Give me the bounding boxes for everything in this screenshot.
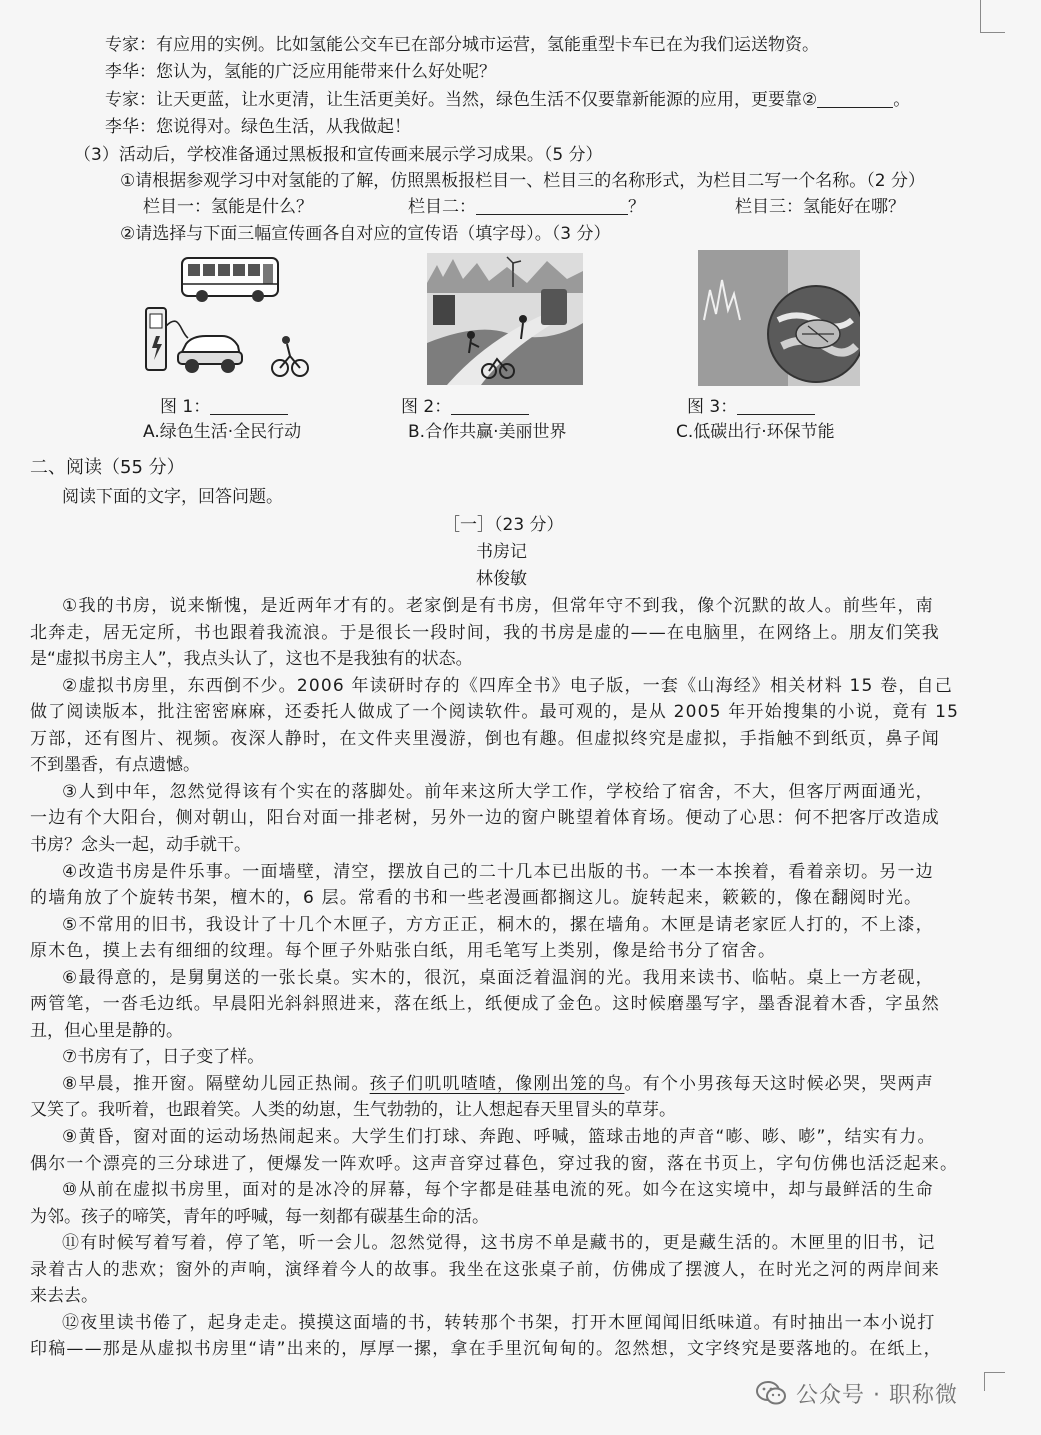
article-line: ⑫夜里读书倦了，起身走走。摸摸这面墙的书，转转那个书架，打开木匣闻闻旧纸味道。有时抽出一本小说打 [62,1312,936,1333]
figure-2-label: 图 2： [401,394,529,420]
wechat-icon [756,1380,786,1406]
article-line: 录着古人的悲欢；窗外的声响，演绎着今人的故事。我坐在这张桌子前，仿佛成了摆渡人，在时光之河的两岸间来 [30,1259,940,1280]
article-line [62,1071,934,1097]
article-line: 书房？念头一起，动手就干。 [30,834,251,855]
dialogue-line-3: 专家：让天更蓝，让水更清，让生活更美好。当然，绿色生活不仅要靠新能源的应用，更要靠② 。 [105,90,911,110]
article-line: 的墙角放了个旋转书架，檀木的，6 层。常看的书和一些老漫画都搁这儿。旋转起来，簌簌的，像在翻阅时光。 [30,888,923,909]
article-line: 是“虚拟书房主人”，我点头认了，这也不是我独有的状态。 [30,649,473,670]
figure-1-blank[interactable] [210,396,288,415]
article-line: 万部，还有图片、视频。夜深人静时，在文件夹里漫游，倒也有趣。但虚拟终究是虚拟，手指触不到纸页，鼻子闻 [30,728,940,749]
watermark-text: 公众号 · 职称微 [796,1382,958,1408]
article-line: 印稿——那是从虚拟书房里“请”出来的，厚厚一摞，拿在手里沉甸甸的。忽然想，文字终究是要落地的。在纸上， [30,1339,942,1360]
article-line: 来去去。 [30,1286,98,1307]
answer-blank-2[interactable] [817,89,893,108]
crop-mark [980,0,1005,33]
article-line: ①我的书房，说来惭愧，是近两年才有的。老家倒是有书房，但常年守不到我，像个沉默的故人。前些年，南 [62,596,934,616]
figure-1-label: 图 1： [160,394,288,420]
column-one: 栏目一：氢能是什么？ [143,197,313,217]
article-line: ⑩从前在虚拟书房里，面对的是冰冷的屏幕，每个字都是硅基电流的死。如今在这实境中，却与最鲜活的生命 [62,1180,934,1201]
dialogue-line-1: 专家：有应用的实例。比如氢能公交车已在部分城市运营，氢能重型卡车已在为我们运送物资。 [105,35,819,55]
crop-mark [984,1372,1005,1391]
option-c: C.低碳出行·环保节能 [676,422,835,442]
question-3-sub2: ②请选择与下面三幅宣传画各自对应的宣传语（填字母）。（3 分） [120,224,611,244]
article-line: ③人到中年，忽然觉得该有个实在的落脚处。前年来这所大学工作，学校给了宿舍，不大，但客厅两面通光， [62,781,934,802]
bus-icon [182,258,278,302]
article-line: 一边有个大阳台，侧对朝山，阳台对面一排老树，另外一边的窗户眺望着体育场。便动了心思：何不把客厅改造成 [30,808,940,829]
part-heading: ［一］（23 分） [443,515,564,535]
article-line: 北奔走，居无定所，书也跟着我流浪。于是很长一段时间，我的书房是虚的——在电脑里，在网络上。朋友们笑我 [30,622,940,643]
article-line: ②虚拟书房里，东西倒不少。2006 年读研时存的《四库全书》电子版，一套《山海经》相关材料 15 卷，自己 [62,675,953,696]
article-text: 。有个小男孩每天这时候必哭，哭两声 [624,1073,934,1094]
figure-3-blank[interactable] [737,396,815,415]
article-line: ④改造书房是件乐事。一面墙壁，清空，摆放自己的二十几本已出版的书。一本一本挨着，看着亲切。另一边 [62,861,934,882]
article-line: 原木色，摸上去有细细的纹理。每个匣子外贴张白纸，用毛笔写上类别，像是给书分了宿舍。 [30,941,777,962]
article-line: 两管笔，一沓毛边纸。早晨阳光斜斜照进来，落在纸上，纸便成了金色。这时候磨墨写字，墨香混着木香，字虽然 [30,994,940,1015]
article-line: ⑦书房有了，日子变了样。 [62,1047,265,1068]
dialogue-line-4: 李华：您说得对。绿色生活，从我做起！ [105,117,411,137]
figure-2-blank[interactable] [451,396,529,415]
article-line: ⑪有时候写着写着，停了笔，听一会儿。忽然觉得，这书房不单是藏书的，更是藏生活的。木匣里的旧书，记 [62,1233,936,1254]
column-three: 栏目三：氢能好在哪？ [735,197,905,217]
question-3-sub1: ①请根据参观学习中对氢能的了解，仿照黑板报栏目一、栏目三的名称形式，为栏目二写一个名称。（2 分） [120,171,925,191]
question-3-stem: （3）活动后，学校准备通过黑板报和宣传画来展示学习成果。（5 分） [74,145,603,165]
article-line: 为邻。孩子的啼笑，青年的呼喊，每一刻都有碳基生命的活。 [30,1206,489,1227]
figure-3-label: 图 3： [687,394,815,420]
article-line: 做了阅读版本，批注密密麻麻，还委托人做成了一个阅读软件。最可观的，是从 2005 年开始搜集的小说，竟有 15 [30,702,960,723]
article-line: 丑，但心里是静的。 [30,1020,183,1041]
dialogue-line-2: 李华：您认为，氢能的广泛应用能带来什么好处呢？ [105,62,496,82]
article-author: 林俊敏 [476,569,527,589]
watermark [756,1376,958,1410]
underlined-sentence: 孩子们叽叽喳喳，像刚出笼的鸟 [369,1073,625,1094]
article-line: 不到墨香，有点遗憾。 [30,755,200,776]
option-b: B.合作共赢·美丽世界 [408,422,567,442]
article-line: ⑥最得意的，是舅舅送的一张长桌。实木的，很沉，桌面泛着温润的光。我用来读书、临帖。桌上一方老砚， [62,967,934,988]
article-text: ⑧早晨，推开窗。隔壁幼儿园正热闹。 [62,1073,370,1094]
column-two: 栏目二： ？ [408,197,645,217]
section-instruction: 阅读下面的文字，回答问题。 [62,487,283,507]
article-line: ⑨黄昏，窗对面的运动场热闹起来。大学生们打球、奔跑、呼喊，篮球击地的声音“嘭、嘭、嘭”，结实有力。 [62,1127,936,1147]
poster-figure-1 [140,252,390,386]
poster-figure-2 [427,253,583,385]
article-line: 偶尔一个漂亮的三分球进了，便爆发一阵欢呼。这声音穿过暮色，穿过我的窗，落在书页上，字句仿佛也活泛起来。 [30,1153,959,1174]
poster-figure-3 [698,250,860,386]
article-line: ⑤不常用的旧书，我设计了十几个木匣子，方方正正，桐木的，摞在墙角。木匣是请老家匠人打的，不上漆， [62,914,934,935]
column-two-blank[interactable] [476,196,628,215]
article-line: 又笑了。我听着，也跟着笑。人类的幼崽，生气勃勃的，让人想起春天里冒头的草芽。 [30,1100,676,1121]
article-title: 书房记 [476,542,527,562]
option-a: A.绿色生活·全民行动 [143,422,302,442]
section-title: 二、阅读（55 分） [30,457,185,478]
